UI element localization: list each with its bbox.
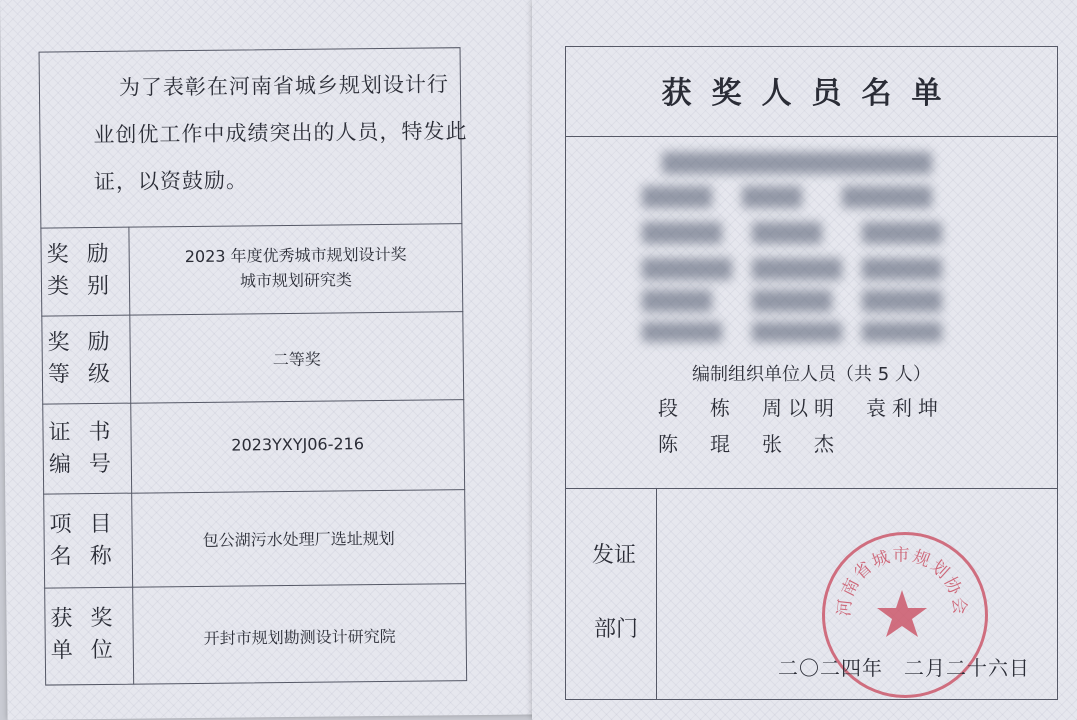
award-grade-label: 奖励 等级 bbox=[47, 329, 129, 388]
certificate-number-label: 证书 编号 bbox=[48, 419, 130, 478]
issuer-label-bottom: 部门 bbox=[594, 617, 639, 642]
winning-unit-value: 开封市规划勘测设计研究院 bbox=[203, 626, 396, 648]
award-category-value: 2023 年度优秀城市规划设计奖 城市规划研究类 bbox=[184, 244, 407, 291]
award-category-label: 奖励 类别 bbox=[46, 241, 128, 300]
seal-text: 河南省城市规划协会 bbox=[834, 545, 970, 618]
redacted-names bbox=[642, 150, 952, 345]
award-grade-value: 二等奖 bbox=[272, 349, 321, 370]
winners-list-page bbox=[532, 0, 1077, 720]
winners-title: 获奖人员名单 bbox=[661, 76, 962, 111]
winning-unit-label: 获奖 单位 bbox=[50, 605, 131, 664]
certificate-number-value: 2023YXYJ06-216 bbox=[231, 434, 365, 455]
praise-line-1: 为了表彰在河南省城乡规划设计行 bbox=[118, 72, 450, 100]
seal-star-icon bbox=[877, 590, 927, 637]
org-staff-heading: 编制组织单位人员（共 5 人） bbox=[692, 364, 931, 385]
issuer-label-top: 发证 bbox=[592, 543, 637, 568]
praise-line-3: 证，以资鼓励。 bbox=[93, 168, 249, 195]
org-staff-line-2: 陈 琨 张 杰 bbox=[658, 432, 840, 456]
org-staff-line-1: 段 栋 周以明 袁利坤 bbox=[658, 396, 944, 420]
praise-line-2: 业创优工作中成绩突出的人员，特发此 bbox=[93, 119, 468, 148]
issue-date: 二〇二四年 二月二十六日 bbox=[778, 656, 1030, 680]
project-name-value: 包公湖污水处理厂选址规划 bbox=[202, 528, 395, 550]
project-name-label: 项目 名称 bbox=[49, 511, 130, 570]
